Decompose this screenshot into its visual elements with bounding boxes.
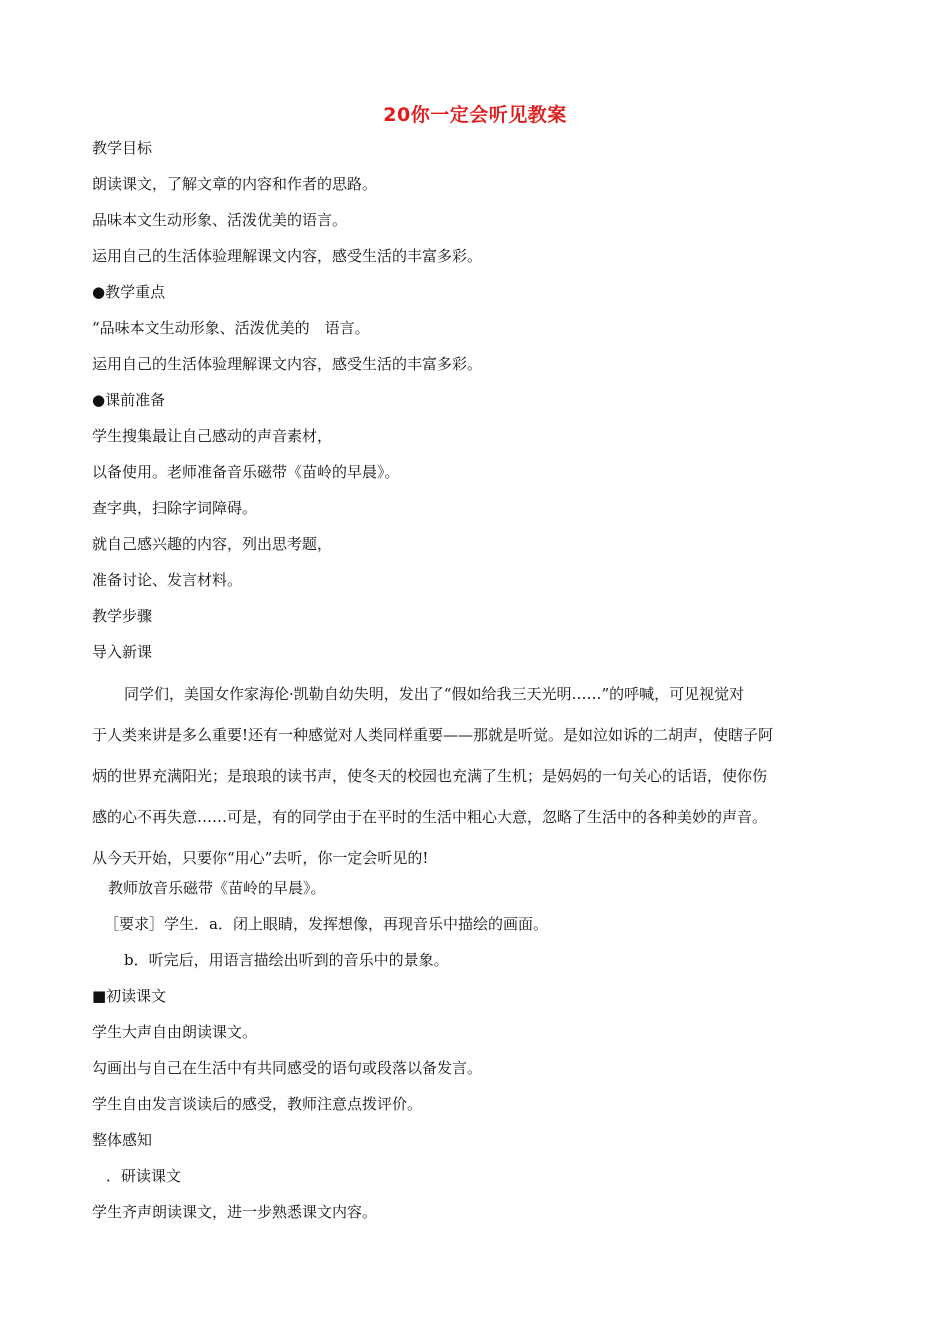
heading-preparation: ●课前准备 [92,391,166,409]
prep-item-3: 查字典，扫除字词障碍。 [92,499,258,517]
heading-teaching-goals: 教学目标 [92,139,153,157]
reading-item-1: 学生大声自由朗读课文。 [92,1023,258,1041]
music-play-line: 教师放音乐磁带《苗岭的早晨》。 [108,879,326,897]
document-title: 20你一定会听见教案 [383,104,567,126]
heading-overall-perception: 整体感知 [92,1131,153,1149]
heading-teaching-steps: 教学步骤 [92,607,153,625]
goal-item-2: 品味本文生动形象、活泼优美的语言。 [92,211,348,229]
key-point-2: 运用自己的生活体验理解课文内容，感受生活的丰富多彩。 [92,355,483,373]
reading-item-3: 学生自由发言谈读后的感受，教师注意点拨评价。 [92,1095,423,1113]
intro-paragraph-line: 炳的世界充满阳光；是琅琅的读书声，使冬天的校园也充满了生机；是妈妈的一句关心的话语，使你伤 [92,767,768,785]
intro-paragraph [92,674,862,879]
prep-item-2: 以备使用。老师准备音乐磁带《苗岭的早晨》。 [92,463,400,481]
intro-paragraph-line: 同学们，美国女作家海伦·凯勒自幼失明，发出了“假如给我三天光明……”的呼喊，可见视觉对 [124,685,745,703]
intro-paragraph-line: 于人类来讲是多么重要!还有一种感觉对人类同样重要——那就是听觉。是如泣如诉的二胡声，使瞎子阿 [92,726,774,744]
study-item-1: 学生齐声朗读课文，进一步熟悉课文内容。 [92,1203,378,1221]
heading-introduction: 导入新课 [92,643,153,661]
goal-item-3: 运用自己的生活体验理解课文内容，感受生活的丰富多彩。 [92,247,483,265]
heading-key-points: ●教学重点 [92,283,166,301]
reading-item-2: 勾画出与自己在生活中有共同感受的语句或段落以备发言。 [92,1059,483,1077]
requirement-a: ［要求］学生．a．闭上眼睛，发挥想像，再现音乐中描绘的画面。 [104,915,548,933]
key-point-1: “品味本文生动形象、活泼优美的 语言。 [92,319,370,337]
prep-item-4: 就自己感兴趣的内容，列出思考题， [92,535,333,553]
heading-first-reading: ■初读课文 [92,987,167,1005]
requirement-b: b．听完后，用语言描绘出听到的音乐中的景象。 [124,951,449,969]
goal-item-1: 朗读课文，了解文章的内容和作者的思路。 [92,175,378,193]
heading-study-text: ．研读课文 [106,1167,182,1185]
prep-item-1: 学生搜集最让自己感动的声音素材， [92,427,333,445]
intro-paragraph-line: 从今天开始，只要你“用心”去听，你一定会听见的! [92,849,429,867]
prep-item-5: 准备讨论、发言材料。 [92,571,243,589]
intro-paragraph-line: 感的心不再失意……可是，有的同学由于在平时的生活中粗心大意，忽略了生活中的各种美妙的声音。 [92,808,768,826]
